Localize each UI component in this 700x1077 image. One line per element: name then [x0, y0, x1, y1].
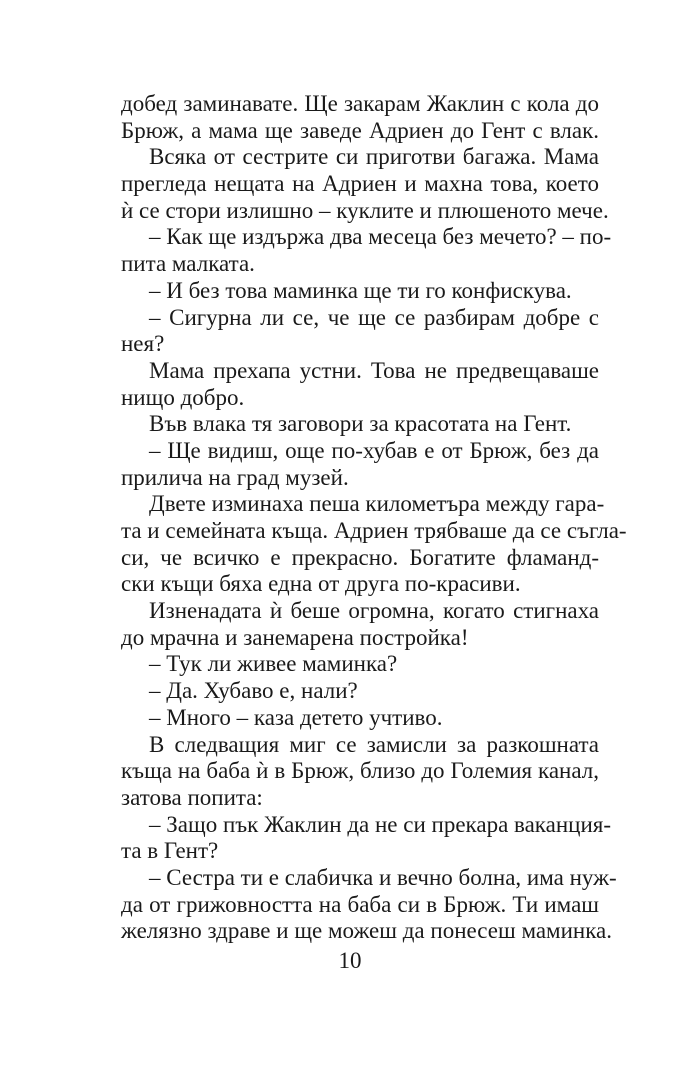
text-line: – Много – каза детето учтиво.	[149, 704, 443, 730]
text-line: прегледа нещата на Адриен и махна това, което	[121, 171, 599, 197]
text-line: прилича на град музей.	[121, 464, 349, 490]
text-line: до мрачна и занемарена постройка!	[121, 624, 469, 650]
text-line: – Тук ли живее маминка?	[149, 651, 398, 677]
text-line: къща на баба ѝ в Брюж, близо до Големия канал,	[121, 758, 599, 784]
text-line: Изненадата ѝ беше огромна, когато стигнаха	[149, 598, 599, 624]
text-line: Мама прехапа устни. Това не предвещаваше	[149, 357, 599, 383]
text-line: – Сестра ти е слабичка и вечно болна, има нуж-	[149, 864, 617, 890]
text-line: Всяка от сестрите си приготви багажа. Мама	[149, 144, 599, 170]
text-line: нищо добро.	[121, 384, 245, 410]
text-line: ски къщи бяха една от друга по-красиви.	[121, 571, 521, 597]
text-line: добед заминавате. Ще закарам Жаклин с кола до	[121, 91, 599, 116]
text-line: В следващия миг се замисли за разкошната	[149, 731, 599, 757]
text-line: Двете изминаха пеша километъра между гара-	[149, 491, 605, 517]
body-text	[121, 91, 627, 945]
text-line: – Как ще издържа два месеца без мечето? – по-	[149, 224, 612, 250]
text-line: та и семейната къща. Адриен трябваше да се съгла-	[121, 518, 627, 543]
text-line: та в Гент?	[121, 838, 219, 864]
text-line: – Сигурна ли се, че ще се разбирам добре с	[149, 304, 599, 330]
page-number: 10	[338, 948, 362, 973]
text-line: Брюж, а мама ще заведе Адриен до Гент с влак.	[121, 117, 599, 143]
text-line: – Ще видиш, още по-хубав е от Брюж, без да	[149, 437, 599, 463]
text-line: нея?	[121, 331, 165, 357]
text-line: си, че всичко е прекрасно. Богатите фламанд-	[121, 544, 599, 570]
text-line: Във влака тя заговори за красотата на Гент.	[149, 411, 572, 437]
text-line: да от грижовността на баба си в Брюж. Ти имаш	[121, 891, 599, 917]
text-line: желязно здраве и ще можеш да понесеш маминка.	[121, 918, 613, 944]
text-line: затова попита:	[121, 784, 263, 810]
text-line: – И без това маминка ще ти го конфискува.	[149, 277, 572, 303]
text-line: ѝ се стори излишно – куклите и плюшеното мече.	[121, 197, 609, 223]
text-line: – Защо пък Жаклин да не си прекара ваканция-	[149, 811, 611, 837]
text-line: пита малката.	[121, 251, 255, 277]
text-line: – Да. Хубаво е, нали?	[149, 678, 358, 704]
